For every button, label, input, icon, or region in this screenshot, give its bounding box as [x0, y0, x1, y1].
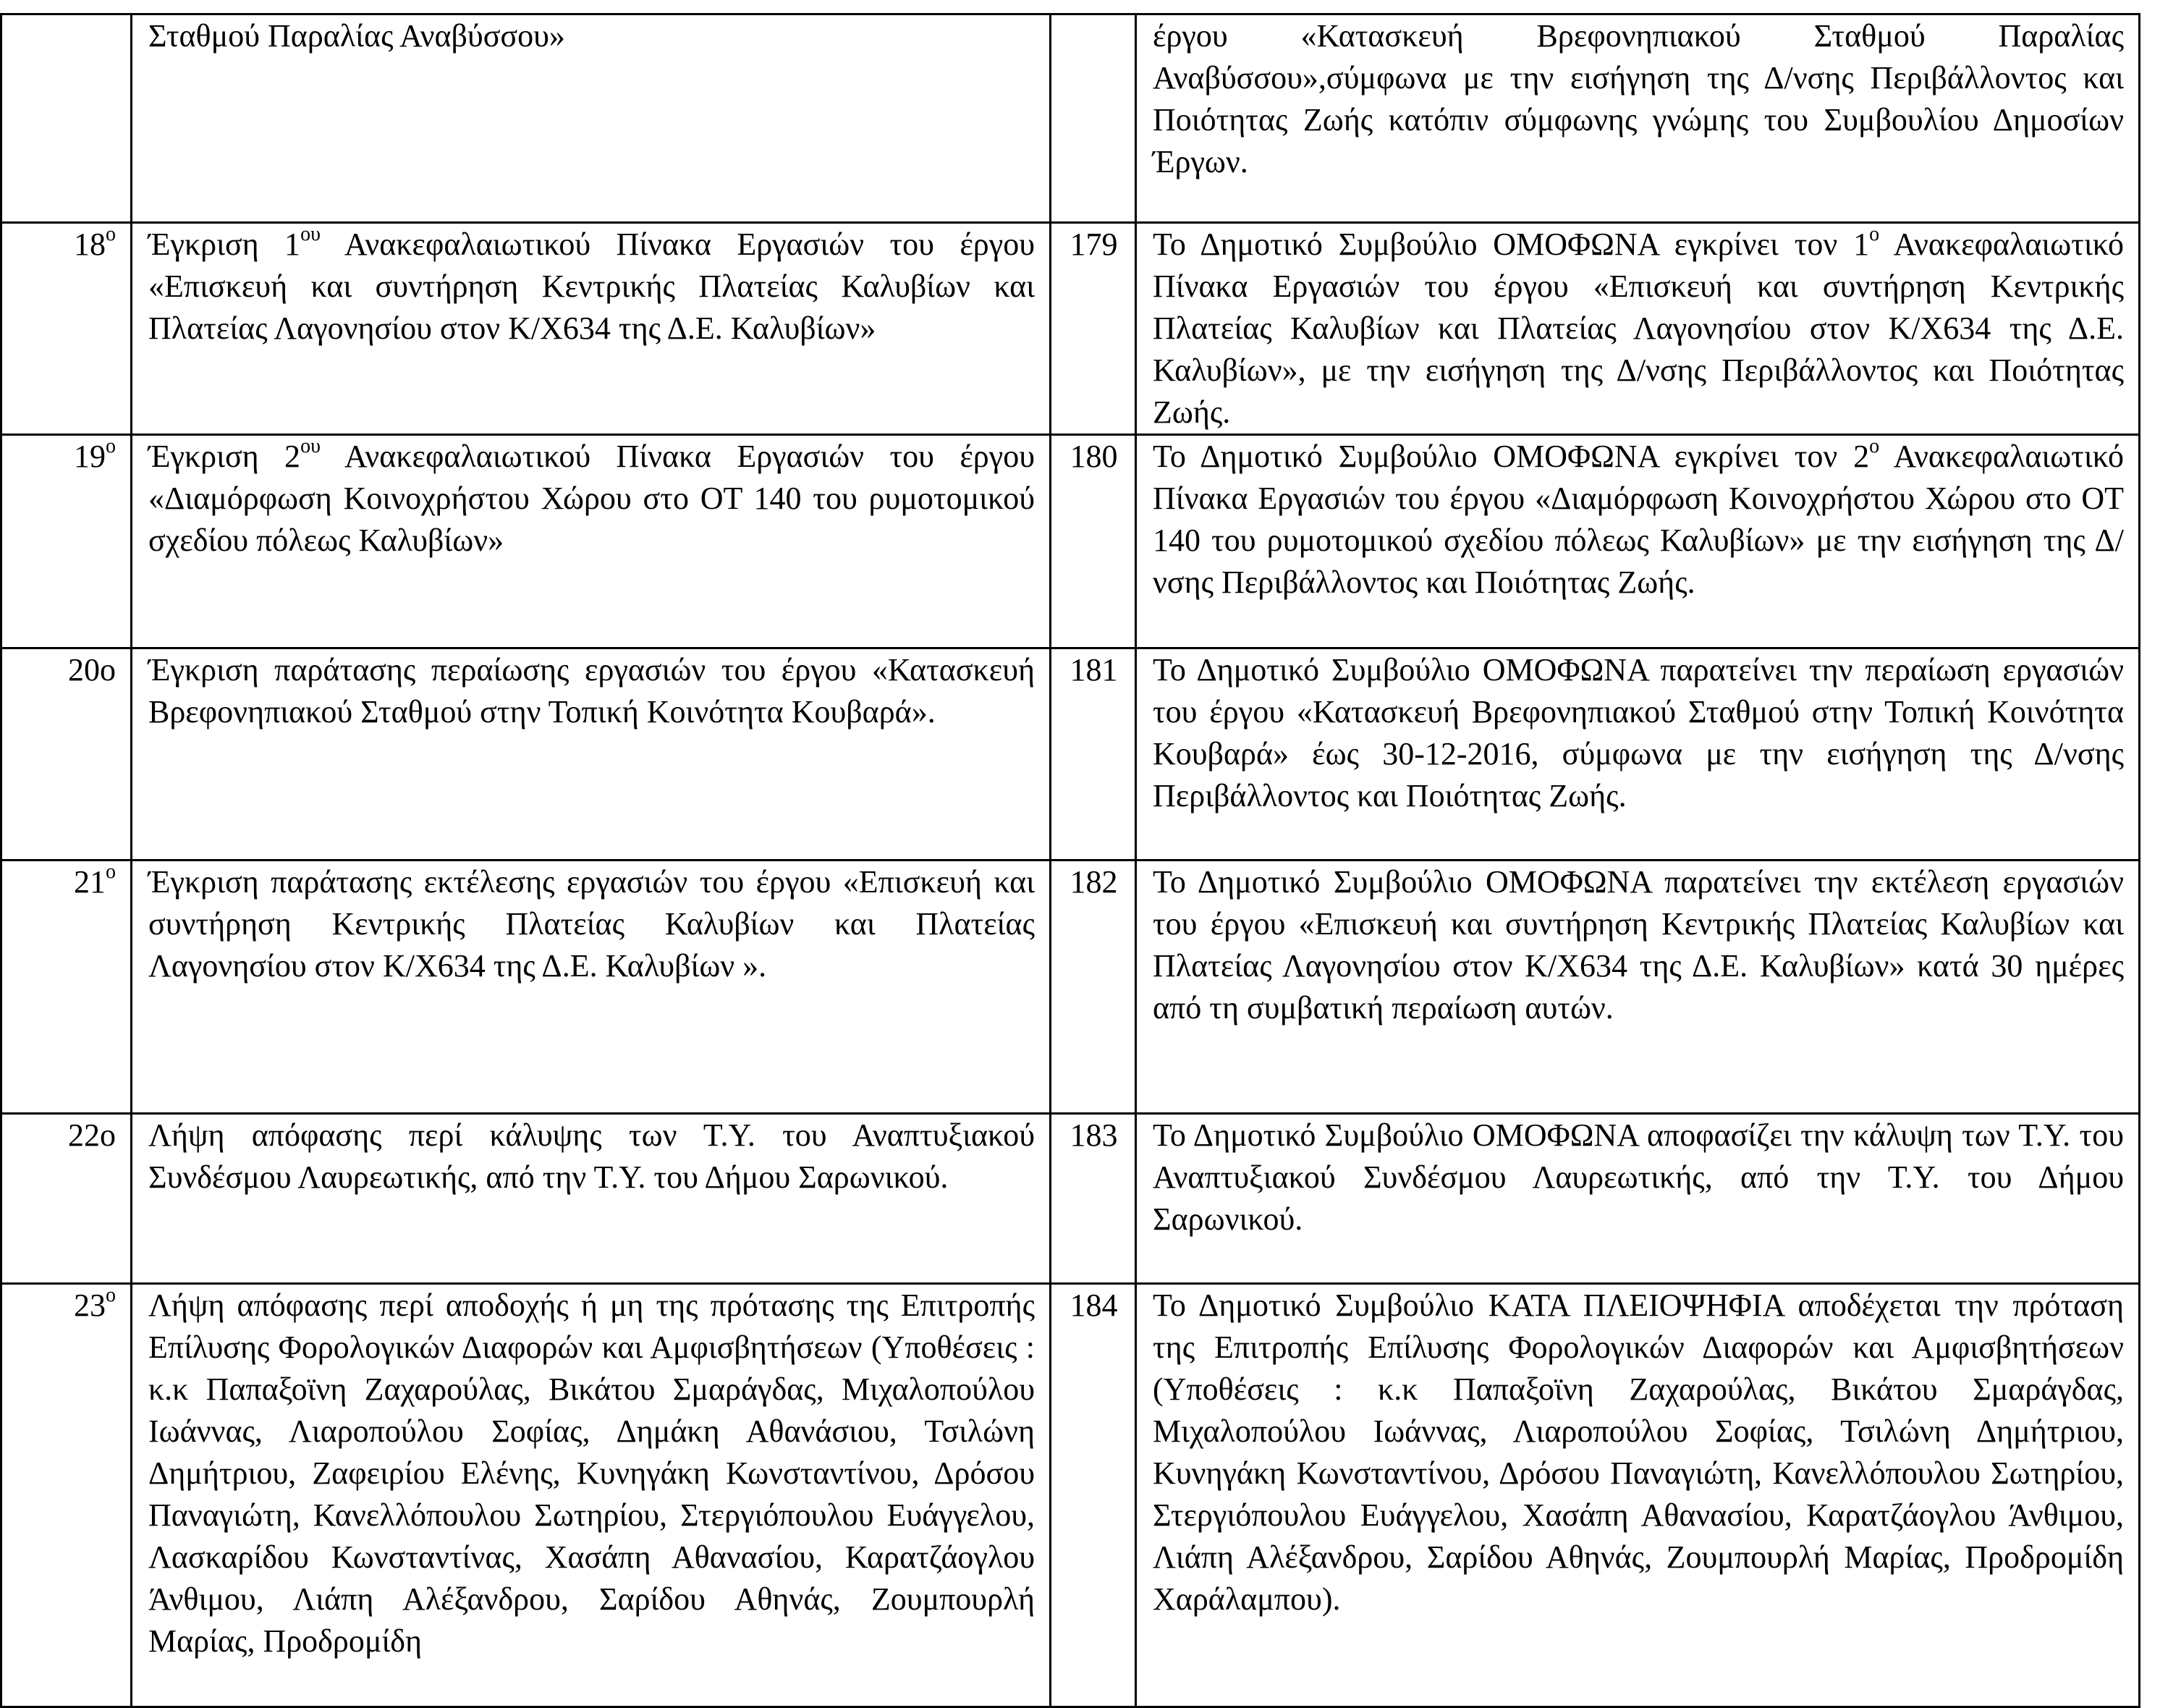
item-number: 20ο: [68, 652, 116, 688]
decision-number-cell: [1051, 435, 1136, 648]
result-cell: [1136, 14, 2140, 223]
table-row: [1, 861, 2140, 1114]
result-text-rest: Το Δημοτικό Συμβούλιο ΚΑΤΑ ΠΛΕΙΟΨΗΦΙΑ αποδέχεται την πρόταση της Επιτροπής Επίλυσης Φορολογικών Διαφορών και Αμφισβητήσεων (Υποθέσεις : κ.κ Παπαξοϊνη Ζαχαρούλας, Βικάτου Σμαράγδας, Μιχαλοπούλου Ιωάννας, Λιαροπούλου Σοφίας, Τσιλώνη Δημήτριου, Κυνηγάκη Κωνσταντίνου, Δρόσου Παναγιώτη, Κανελλόπουλου Σωτηρίου, Στεργιόπουλου Ευάγγελου, Χασάπη Αθανασίου, Καρατζάογλου Άνθιμου, Λιάπη Αλέξανδρου, Σαρίδου Αθηνάς, Ζουμπουρλή Μαρίας, Προδρομίδη Χαράλαμπου).: [1153, 1288, 2124, 1617]
subject-text-rest: Έγκριση παράτασης περαίωσης εργασιών του έργου «Κατασκευή Βρεφονηπιακού Σταθμού στην Τοπική Κοινότητα Κουβαρά».: [148, 652, 1035, 730]
item-number-ordinal: ο: [106, 861, 116, 883]
decision-number-cell: [1051, 1114, 1136, 1284]
table-row: [1, 1284, 2140, 1707]
result-text-rest: έργου «Κατασκευή Βρεφονηπιακού Σταθμού Παραλίας Αναβύσσου»,σύμφωνα με την εισήγηση της Δ/νσης Περιβάλλοντος και Ποιότητας Ζωής κατόπιν σύμφωνης γνώμης του Συμβουλίου Δημοσίων Έργων.: [1153, 18, 2124, 179]
decision-number: 180: [1070, 439, 1118, 474]
subject-ordinal: ου: [300, 435, 321, 457]
decision-number: 182: [1070, 864, 1118, 900]
item-number: 23: [74, 1288, 106, 1323]
result-ordinal: ο: [1869, 435, 1880, 457]
item-number-cell: [1, 648, 132, 861]
item-number-cell: [1, 223, 132, 435]
result-ordinal: ο: [1869, 223, 1880, 245]
table-row: [1, 14, 2140, 223]
subject-cell: [132, 435, 1051, 648]
subject-ordinal: ου: [300, 223, 321, 245]
result-text-rest: Το Δημοτικό Συμβούλιο ΟΜΟΦΩΝΑ παρατείνει την εκτέλεση εργασιών του έργου «Επισκευή και συντήρηση Κεντρικής Πλατείας Καλυβίων και Πλατείας Λαγονησίου στον Κ/Χ634 της Δ.Ε. Καλυβίων» κατά 30 ημέρες από τη συμβατική περαίωση αυτών.: [1153, 864, 2124, 1026]
decision-number: 183: [1070, 1117, 1118, 1153]
item-number: 21: [74, 864, 106, 900]
item-number: 22ο: [68, 1117, 116, 1153]
result-cell: [1136, 648, 2140, 861]
item-number-cell: [1, 1284, 132, 1707]
subject-text-rest: Ανακεφαλαιωτικού Πίνακα Εργασιών του έργου «Διαμόρφωση Κοινοχρήστου Χώρου στο ΟΤ 140 του ρυμοτομικού σχεδίου πόλεως Καλυβίων»: [148, 439, 1035, 558]
result-text: Το Δημοτικό Συμβούλιο ΟΜΟΦΩΝΑ εγκρίνει τον 2: [1153, 439, 1870, 474]
decisions-table: [0, 13, 2140, 1708]
subject-cell: [132, 223, 1051, 435]
subject-text-rest: Σταθμού Παραλίας Αναβύσσου»: [148, 18, 565, 54]
subject-cell: [132, 1284, 1051, 1707]
result-text-rest: Το Δημοτικό Συμβούλιο ΟΜΟΦΩΝΑ αποφασίζει την κάλυψη των Τ.Υ. του Αναπτυξιακού Συνδέσμου Λαυρεωτικής, από την Τ.Υ. του Δήμου Σαρωνικού.: [1153, 1117, 2124, 1237]
subject-text-rest: Λήψη απόφασης περί αποδοχής ή μη της πρότασης της Επιτροπής Επίλυσης Φορολογικών Διαφορών και Αμφισβητήσεων (Υποθέσεις : κ.κ Παπαξοϊνη Ζαχαρούλας, Βικάτου Σμαράγδας, Μιχαλοπούλου Ιωάννας, Λιαροπούλου Σοφίας, Δημάκη Αθανάσιου, Τσιλώνη Δημήτριου, Ζαφειρίου Ελένης, Κυνηγάκη Κωνσταντίνου, Δρόσου Παναγιώτη, Κανελλόπουλου Σωτηρίου, Στεργιόπουλου Ευάγγελου, Λασκαρίδου Κωνσταντίνας, Χασάπη Αθανασίου, Καρατζάογλου Άνθιμου, Λιάπη Αλέξανδρου, Σαρίδου Αθηνάς, Ζουμπουρλή Μαρίας, Προδρομίδη: [148, 1288, 1035, 1659]
result-text-rest: Το Δημοτικό Συμβούλιο ΟΜΟΦΩΝΑ παρατείνει την περαίωση εργασιών του έργου «Κατασκευή Βρεφονηπιακού Σταθμού στην Τοπική Κοινότητα Κουβαρά» έως 30-12-2016, σύμφωνα με την εισήγηση της Δ/νσης Περιβάλλοντος και Ποιότητας Ζωής.: [1153, 652, 2124, 813]
table-row: [1, 223, 2140, 435]
item-number: 18: [74, 227, 106, 262]
subject-text-rest: Ανακεφαλαιωτικού Πίνακα Εργασιών του έργου «Επισκευή και συντήρηση Κεντρικής Πλατείας Καλυβίων και Πλατείας Λαγονησίου στον Κ/Χ634 της Δ.Ε. Καλυβίων»: [148, 227, 1035, 346]
result-text-rest: Ανακεφαλαιωτικό Πίνακα Εργασιών του έργου «Επισκευή και συντήρηση Κεντρικής Πλατείας Καλυβίων και Πλατείας Λαγονησίου στον Κ/Χ634 της Δ.Ε. Καλυβίων», με την εισήγηση της Δ/νσης Περιβάλλοντος και Ποιότητας Ζωής.: [1153, 227, 2124, 430]
result-cell: [1136, 1284, 2140, 1707]
result-text-rest: Ανακεφαλαιωτικό Πίνακα Εργασιών του έργου «Διαμόρφωση Κοινοχρήστου Χώρου στο ΟΤ 140 του ρυμοτομικού σχεδίου πόλεως Καλυβίων» με την εισήγηση της Δ/νσης Περιβάλλοντος και Ποιότητας Ζωής.: [1153, 439, 2124, 600]
item-number-ordinal: ο: [106, 223, 116, 245]
table-row: [1, 1114, 2140, 1284]
subject-cell: [132, 1114, 1051, 1284]
table-row: [1, 648, 2140, 861]
decision-number: 184: [1070, 1288, 1118, 1323]
subject-cell: [132, 14, 1051, 223]
subject-text-rest: Έγκριση παράτασης εκτέλεσης εργασιών του έργου «Επισκευή και συντήρηση Κεντρικής Πλατείας Καλυβίων και Πλατείας Λαγονησίου στον Κ/Χ634 της Δ.Ε. Καλυβίων ».: [148, 864, 1035, 984]
subject-cell: [132, 648, 1051, 861]
result-cell: [1136, 223, 2140, 435]
decision-number-cell: [1051, 1284, 1136, 1707]
item-number-cell: [1, 1114, 132, 1284]
result-cell: [1136, 861, 2140, 1114]
decision-number-cell: [1051, 14, 1136, 223]
item-number-ordinal: ο: [106, 1284, 116, 1306]
subject-cell: [132, 861, 1051, 1114]
item-number-cell: [1, 861, 132, 1114]
decision-number-cell: [1051, 223, 1136, 435]
result-cell: [1136, 435, 2140, 648]
decision-number-cell: [1051, 648, 1136, 861]
result-cell: [1136, 1114, 2140, 1284]
item-number-ordinal: ο: [106, 435, 116, 457]
decision-number-cell: [1051, 861, 1136, 1114]
item-number-cell: [1, 14, 132, 223]
result-text: Το Δημοτικό Συμβούλιο ΟΜΟΦΩΝΑ εγκρίνει τον 1: [1153, 227, 1870, 262]
subject-text: Έγκριση 1: [148, 227, 301, 262]
table-row: [1, 435, 2140, 648]
item-number: 19: [74, 439, 106, 474]
decision-number: 179: [1070, 227, 1118, 262]
item-number-cell: [1, 435, 132, 648]
subject-text-rest: Λήψη απόφασης περί κάλυψης των Τ.Υ. του Αναπτυξιακού Συνδέσμου Λαυρεωτικής, από την Τ.Υ. του Δήμου Σαρωνικού.: [148, 1117, 1035, 1195]
subject-text: Έγκριση 2: [148, 439, 301, 474]
decision-number: 181: [1070, 652, 1118, 688]
